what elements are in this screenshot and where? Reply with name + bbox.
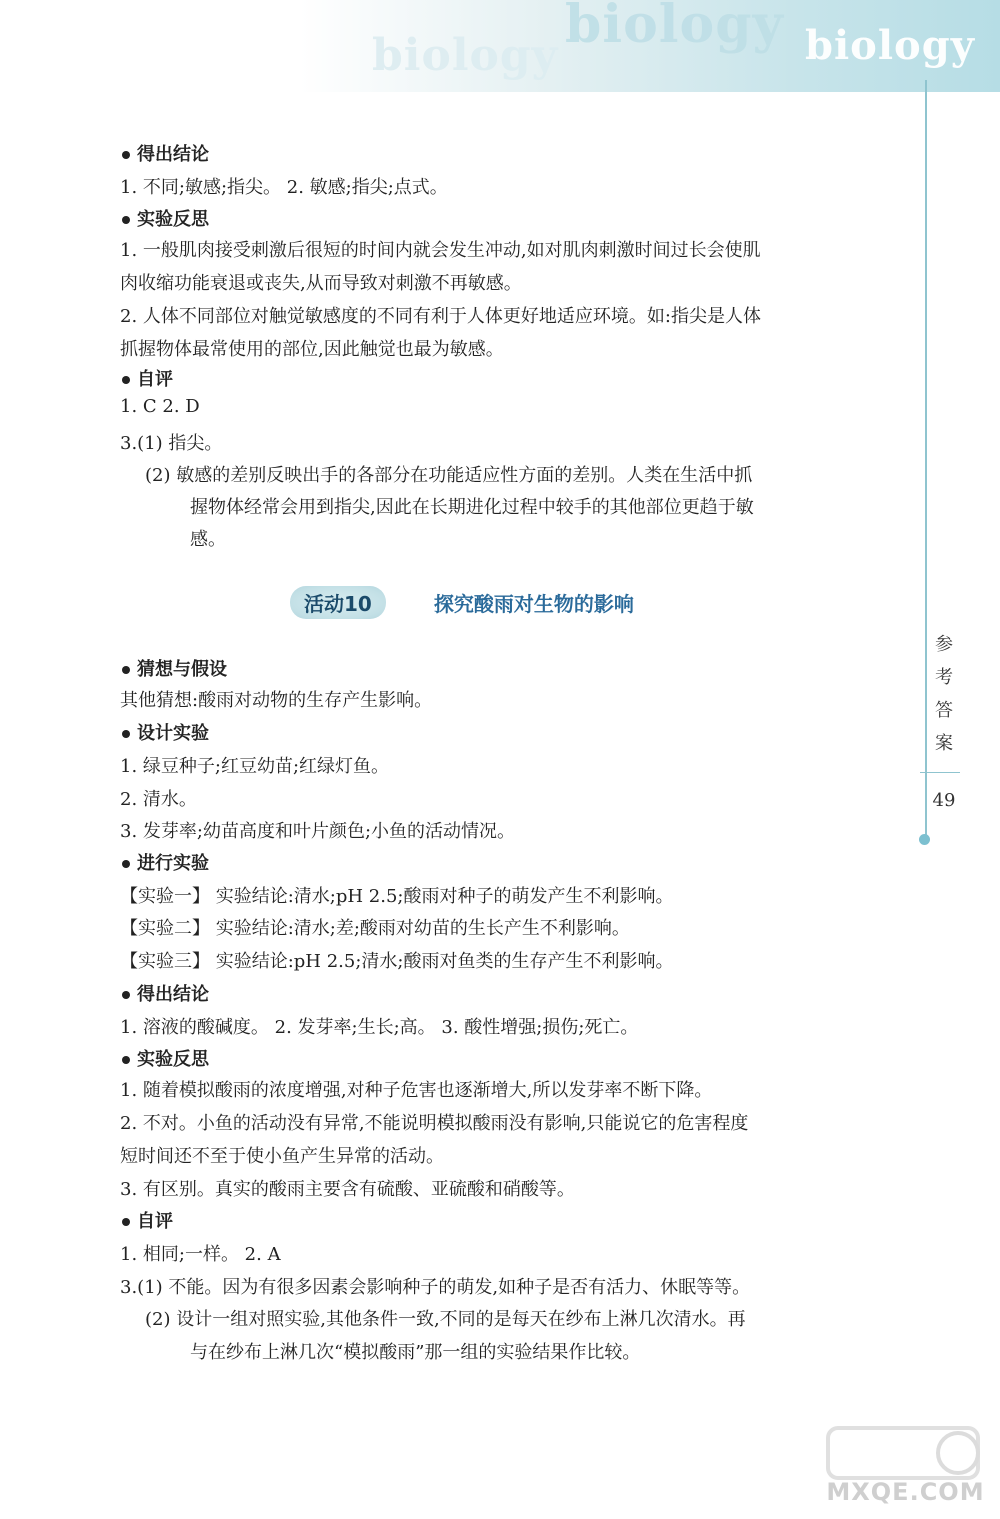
answer-line: 肉收缩功能衰退或丧失,从而导致对刺激不再敏感。	[120, 273, 522, 294]
answer-line: 3.(1) 不能。因为有很多因素会影响种子的萌发,如种子是否有活力、休眠等等。	[120, 1277, 751, 1298]
answer-line: 2. 清水。	[120, 789, 197, 810]
answer-line: 短时间还不至于使小鱼产生异常的活动。	[120, 1146, 444, 1167]
bullet-icon	[122, 666, 130, 674]
answer-line: (2) 敏感的差别反映出手的各部分在功能适应性方面的差别。人类在生活中抓	[145, 465, 753, 486]
section-heading: 得出结论	[122, 980, 209, 1006]
answer-line: 【实验二】 实验结论:清水;差;酸雨对幼苗的生长产生不利影响。	[120, 918, 630, 939]
answer-line: (2) 设计一组对照实验,其他条件一致,不同的是每天在纱布上淋几次清水。再	[145, 1309, 746, 1330]
answer-line: 2. 人体不同部位对触觉敏感度的不同有利于人体更好地适应环境。如:指尖是人体	[120, 306, 761, 327]
answer-line: 3. 有区别。真实的酸雨主要含有硫酸、亚硫酸和硝酸等。	[120, 1179, 575, 1200]
section-heading: 进行实验	[122, 849, 209, 875]
sidebar-separator	[920, 772, 960, 773]
answer-line: 1. 绿豆种子;红豆幼苗;红绿灯鱼。	[120, 756, 390, 777]
answer-line: 1. 溶液的酸碱度。 2. 发芽率;生长;高。 3. 酸性增强;损伤;死亡。	[120, 1017, 639, 1038]
sidebar-divider	[925, 80, 927, 840]
activity-title: 探究酸雨对生物的影响	[433, 591, 634, 616]
answer-line: 3. 发芽率;幼苗高度和叶片颜色;小鱼的活动情况。	[120, 821, 516, 842]
section-heading: 猜想与假设	[122, 655, 227, 681]
bullet-icon	[122, 991, 130, 999]
answer-line: 2. 不对。小鱼的活动没有异常,不能说明模拟酸雨没有影响,只能说它的危害程度	[120, 1113, 749, 1134]
answer-line: 1. C 2. D	[120, 396, 200, 417]
sidebar-dot-icon	[919, 834, 930, 845]
page-number: 49	[932, 790, 956, 811]
watermark-text: biology	[805, 22, 975, 69]
answer-line: 1. 相同;一样。 2. A	[120, 1244, 281, 1265]
bullet-icon	[122, 860, 130, 868]
answer-line: 与在纱布上淋几次“模拟酸雨”那一组的实验结果作比较。	[190, 1342, 641, 1363]
answer-line: 1. 随着模拟酸雨的浓度增强,对种子危害也逐渐增大,所以发芽率不断下降。	[120, 1080, 713, 1101]
section-heading: 实验反思	[122, 1045, 209, 1071]
header-banner	[0, 0, 1000, 92]
sidebar-label: 参考答案	[935, 634, 953, 754]
site-logo-text: MXQE.COM	[826, 1478, 985, 1506]
answer-line: 【实验三】 实验结论:pH 2.5;清水;酸雨对鱼类的生存产生不利影响。	[120, 951, 674, 972]
answer-line: 【实验一】 实验结论:清水;pH 2.5;酸雨对种子的萌发产生不利影响。	[120, 886, 674, 907]
activity-header	[290, 584, 634, 620]
answer-line: 其他猜想:酸雨对动物的生存产生影响。	[120, 690, 433, 711]
section-heading: 得出结论	[122, 140, 209, 166]
bullet-icon	[122, 151, 130, 159]
answer-line: 1. 不同;敏感;指尖。 2. 敏感;指尖;点式。	[120, 177, 448, 198]
answer-line: 3.(1) 指尖。	[120, 433, 223, 454]
bullet-icon	[122, 216, 130, 224]
watermark-text: biology	[372, 30, 559, 81]
activity-badge: 活动10	[290, 586, 386, 619]
bullet-icon	[122, 1056, 130, 1064]
bullet-icon	[122, 376, 130, 384]
section-heading: 设计实验	[122, 719, 209, 745]
answer-line: 抓握物体最常使用的部位,因此触觉也最为敏感。	[120, 339, 504, 360]
watermark-text: biology	[565, 0, 784, 55]
section-heading: 实验反思	[122, 205, 209, 231]
answer-line: 握物体经常会用到指尖,因此在长期进化过程中较手的其他部位更趋于敏	[190, 497, 754, 518]
answer-line: 感。	[190, 529, 226, 550]
answer-line: 1. 一般肌肉接受刺激后很短的时间内就会发生冲动,如对肌肉刺激时间过长会使肌	[120, 240, 761, 261]
section-heading: 自评	[122, 1207, 173, 1233]
section-heading: 自评	[122, 365, 173, 391]
bullet-icon	[122, 730, 130, 738]
bullet-icon	[122, 1218, 130, 1226]
